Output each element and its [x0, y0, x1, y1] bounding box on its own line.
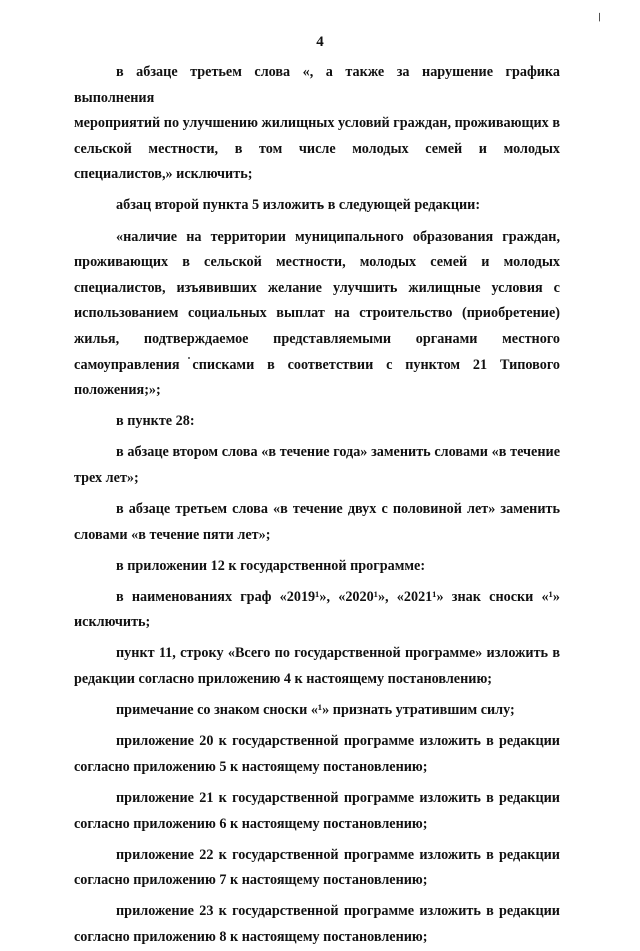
text-line: приложение 22 к государственной программе изложить в редакции [116, 846, 560, 863]
paragraph [74, 729, 560, 780]
text-line: редакции согласно приложению 4 к настоящему постановлению; [74, 671, 493, 688]
paragraph [74, 698, 560, 724]
text-line: мероприятий по улучшению жилищных условий граждан, проживающих в [74, 115, 560, 132]
paragraph [74, 225, 560, 404]
text-line: приложение 21 к государственной программе изложить в редакции [116, 789, 560, 806]
paragraph [74, 641, 560, 692]
text-line: согласно приложению 6 к настоящему постановлению; [74, 815, 428, 832]
text-line: согласно приложению 5 к настоящему постановлению; [74, 758, 428, 775]
text-line: в наименованиях граф «2019¹», «2020¹», «2021¹» знак сноски «¹» [116, 588, 560, 605]
text-line: пункт 11, строку «Всего по государственной программе» изложить в [116, 645, 560, 662]
paragraph [74, 409, 560, 435]
text-line: примечание со знаком сноски «¹» признать утратившим силу; [116, 702, 515, 719]
text-line: согласно приложению 8 к настоящему постановлению; [74, 928, 428, 945]
paragraph [74, 60, 560, 188]
text-line: жилья, подтверждаемое представляемыми органами местного [74, 330, 560, 347]
text-line: абзац второй пункта 5 изложить в следующей редакции: [116, 197, 481, 214]
text-line: самоуправления списками в соответствии с пунктом 21 Типового [74, 356, 560, 373]
text-line: в абзаце третьем слова «, а также за нарушение графика выполнения [74, 64, 560, 106]
text-line: словами «в течение пяти лет»; [74, 526, 271, 543]
text-line: специалистов, изъявивших желание улучшить жилищные условия с [74, 279, 560, 296]
text-line: приложение 20 к государственной программе изложить в редакции [116, 733, 560, 750]
paragraph [74, 440, 560, 491]
paragraph [74, 899, 560, 950]
paragraph [74, 786, 560, 837]
page-number: 4 [316, 34, 324, 50]
text-line: проживающих в сельской местности, молодых семей и молодых [74, 254, 560, 271]
document-body [74, 60, 560, 951]
text-line: в приложении 12 к государственной программе: [116, 557, 426, 574]
paragraph [74, 193, 560, 219]
text-line: сельской местности, в том числе молодых семей и молодых [74, 140, 560, 157]
text-line: в абзаце втором слова «в течение года» заменить словами «в течение [116, 444, 560, 461]
text-line: приложение 23 к государственной программе изложить в редакции [116, 903, 560, 920]
text-line: трех лет»; [74, 469, 139, 486]
paragraph [74, 554, 560, 580]
text-line: исключить; [74, 614, 151, 631]
text-line: согласно приложению 7 к настоящему постановлению; [74, 872, 428, 889]
scan-mark: / [595, 9, 604, 25]
paragraph [74, 843, 560, 894]
paragraph [74, 497, 560, 548]
text-line: положения;»; [74, 382, 161, 399]
text-line: в пункте 28: [116, 413, 195, 430]
text-line: специалистов,» исключить; [74, 166, 253, 183]
text-line: использованием социальных выплат на строительство (приобретение) [74, 305, 560, 322]
text-line: в абзаце третьем слова «в течение двух с половиной лет» заменить [116, 501, 560, 517]
paragraph [74, 585, 560, 636]
text-line: «наличие на территории муниципального образования граждан, [116, 228, 560, 245]
